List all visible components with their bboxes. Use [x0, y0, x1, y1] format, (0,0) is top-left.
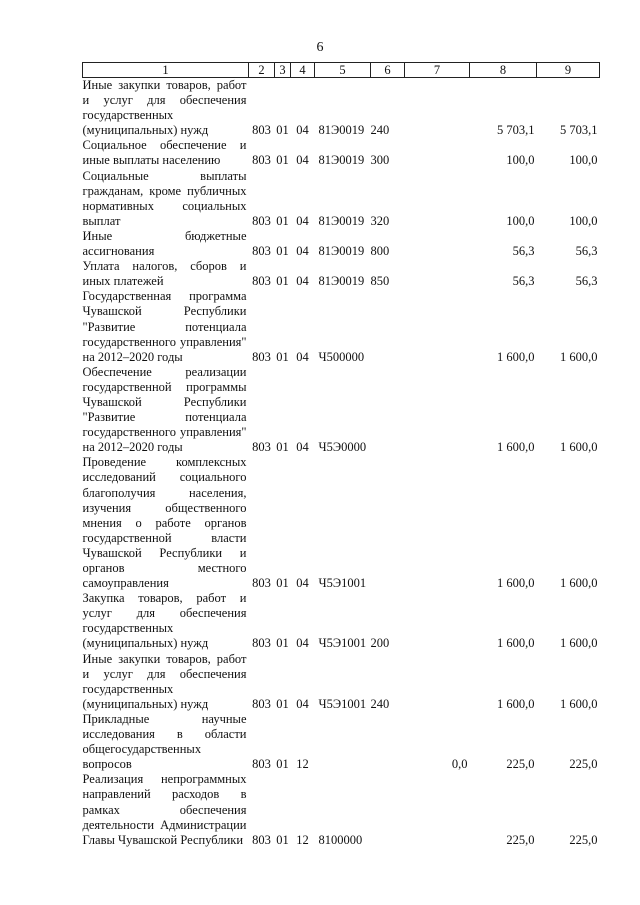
- table-row: [83, 712, 600, 772]
- amount-col9: 100,0: [569, 153, 598, 168]
- target-code: 81Э0019: [318, 123, 365, 138]
- header-cell: 6: [371, 63, 405, 78]
- amount-col7: [405, 259, 470, 289]
- ministry-code: 803: [252, 576, 271, 591]
- amount-col8: 100,0: [506, 153, 535, 168]
- subsection-code: 04: [296, 213, 309, 228]
- row-name: Проведение комплексных исследований социального благополучия населения, изучения общественного мнения о работе органов государственной власти Чувашской Республики и органов местного самоуправления: [82, 455, 247, 591]
- expense-type-code: [371, 365, 405, 456]
- amount-col9: 1 600,0: [560, 576, 598, 591]
- row-name: Уплата налогов, сборов и иных платежей: [82, 259, 247, 289]
- section-code: 01: [276, 757, 289, 772]
- amount-col8: 1 600,0: [497, 636, 535, 651]
- row-name: Иные закупки товаров, работ и услуг для обеспечения государственных (муниципальных) нужд: [82, 78, 247, 138]
- header-cell: 2: [249, 63, 275, 78]
- amount-col9: 56,3: [575, 274, 598, 289]
- row-name: Обеспечение реализации государственной программы Чувашской Республики "Развитие потенциала государственного управления" на 2012–2020 годы: [82, 364, 247, 455]
- ministry-code: 803: [252, 832, 271, 847]
- subsection-code: 04: [296, 636, 309, 651]
- expense-type-code: [371, 289, 405, 364]
- header-cell: 8: [470, 63, 537, 78]
- amount-col8: 1 600,0: [497, 576, 535, 591]
- table-header: [83, 63, 600, 78]
- table-row: [83, 591, 600, 651]
- amount-col8: 1 600,0: [497, 440, 535, 455]
- amount-col7: [405, 365, 470, 456]
- header-row: [83, 63, 600, 78]
- subsection-code: 04: [296, 274, 309, 289]
- target-code: 8100000: [318, 832, 363, 847]
- ministry-code: 803: [252, 440, 271, 455]
- section-code: 01: [276, 123, 289, 138]
- amount-col9: 5 703,1: [560, 123, 598, 138]
- section-code: 01: [276, 832, 289, 847]
- header-cell: 3: [275, 63, 291, 78]
- ministry-code: 803: [252, 696, 271, 711]
- subsection-code: 04: [296, 349, 309, 364]
- amount-col8: 225,0: [506, 757, 535, 772]
- row-name: Иные закупки товаров, работ и услуг для обеспечения государственных (муниципальных) нужд: [82, 651, 247, 711]
- target-code: Ч500000: [318, 349, 365, 364]
- amount-col9: 1 600,0: [560, 349, 598, 364]
- subsection-code: 12: [296, 757, 309, 772]
- ministry-code: 803: [252, 153, 271, 168]
- target-code: 81Э0019: [318, 153, 365, 168]
- subsection-code: 04: [296, 123, 309, 138]
- section-code: 01: [276, 153, 289, 168]
- row-name: Социальное обеспечение и иные выплаты населению: [82, 138, 247, 168]
- amount-col8: 100,0: [506, 213, 535, 228]
- table-row: [83, 772, 600, 847]
- row-name: Иные бюджетные ассигнования: [82, 228, 247, 259]
- amount-col7: [405, 652, 470, 712]
- amount-col7: [405, 138, 470, 168]
- row-name: Реализация непрограммных направлений расходов в рамках обеспечения деятельности Администрации Главы Чувашской Республики: [82, 772, 247, 847]
- table-row: [83, 455, 600, 591]
- header-cell: 5: [315, 63, 371, 78]
- ministry-code: 803: [252, 274, 271, 289]
- amount-col8: 5 703,1: [497, 123, 535, 138]
- target-code: Ч5Э1001: [318, 576, 367, 591]
- table-body: [83, 78, 600, 848]
- subsection-code: 04: [296, 440, 309, 455]
- amount-col7: [405, 169, 470, 229]
- header-cell: 1: [83, 63, 249, 78]
- expense-type-code: 300: [370, 153, 390, 168]
- amount-col7: [405, 772, 470, 847]
- amount-col7: [405, 591, 470, 651]
- subsection-code: 04: [296, 696, 309, 711]
- expense-type-code: [371, 772, 405, 847]
- amount-col7: [405, 289, 470, 364]
- expense-type-code: 800: [370, 244, 390, 259]
- amount-col8: 1 600,0: [497, 696, 535, 711]
- table-row: [83, 259, 600, 289]
- subsection-code: 12: [296, 832, 309, 847]
- amount-col9: 1 600,0: [560, 636, 598, 651]
- expense-type-code: 320: [370, 213, 390, 228]
- row-name: Государственная программа Чувашской Республики "Развитие потенциала государственного управления" на 2012–2020 годы: [82, 289, 247, 364]
- target-code: 81Э0019: [318, 244, 365, 259]
- ministry-code: 803: [252, 757, 271, 772]
- target-code: 81Э0019: [318, 213, 365, 228]
- section-code: 01: [276, 349, 289, 364]
- amount-col8: 1 600,0: [497, 349, 535, 364]
- amount-col7: [405, 455, 470, 591]
- subsection-code: 04: [296, 244, 309, 259]
- row-name: Социальные выплаты гражданам, кроме публичных нормативных социальных выплат: [82, 168, 247, 228]
- target-code: Ч5Э0000: [318, 440, 367, 455]
- amount-col9: 56,3: [575, 244, 598, 259]
- amount-col9: 100,0: [569, 213, 598, 228]
- budget-table: [82, 62, 600, 848]
- table-row: [83, 78, 600, 139]
- expense-type-code: 240: [370, 123, 390, 138]
- expense-type-code: [371, 712, 405, 772]
- table-row: [83, 169, 600, 229]
- header-cell: 4: [291, 63, 315, 78]
- section-code: 01: [276, 213, 289, 228]
- ministry-code: 803: [252, 123, 271, 138]
- section-code: 01: [276, 696, 289, 711]
- ministry-code: 803: [252, 213, 271, 228]
- row-name: Закупка товаров, работ и услуг для обеспечения государственных (муниципальных) нужд: [82, 591, 247, 651]
- amount-col9: 225,0: [569, 757, 598, 772]
- expense-type-code: 240: [370, 696, 390, 711]
- amount-col7: [405, 229, 470, 259]
- amount-col8: 56,3: [512, 244, 535, 259]
- expense-type-code: 200: [370, 636, 390, 651]
- table-row: [83, 652, 600, 712]
- table-row: [83, 138, 600, 168]
- section-code: 01: [276, 440, 289, 455]
- header-cell: 9: [537, 63, 600, 78]
- expense-type-code: [371, 455, 405, 591]
- table-row: [83, 365, 600, 456]
- target-code: 81Э0019: [318, 274, 365, 289]
- amount-col7: 0,0: [451, 757, 468, 772]
- section-code: 01: [276, 636, 289, 651]
- amount-col8: 225,0: [506, 832, 535, 847]
- ministry-code: 803: [252, 636, 271, 651]
- section-code: 01: [276, 274, 289, 289]
- section-code: 01: [276, 576, 289, 591]
- section-code: 01: [276, 244, 289, 259]
- ministry-code: 803: [252, 244, 271, 259]
- row-name: Прикладные научные исследования в области общегосударственных вопросов: [82, 711, 247, 772]
- expense-type-code: 850: [370, 274, 390, 289]
- amount-col7: [405, 78, 470, 139]
- amount-col9: 1 600,0: [560, 440, 598, 455]
- target-code: Ч5Э1001: [318, 696, 367, 711]
- page-number: 6: [316, 40, 324, 55]
- table-row: [83, 289, 600, 364]
- amount-col8: 56,3: [512, 274, 535, 289]
- amount-col9: 1 600,0: [560, 696, 598, 711]
- header-cell: 7: [405, 63, 470, 78]
- target-code: Ч5Э1001: [318, 636, 367, 651]
- amount-col9: 225,0: [569, 832, 598, 847]
- subsection-code: 04: [296, 576, 309, 591]
- target-code: [315, 712, 371, 772]
- subsection-code: 04: [296, 153, 309, 168]
- ministry-code: 803: [252, 349, 271, 364]
- table-row: [83, 229, 600, 259]
